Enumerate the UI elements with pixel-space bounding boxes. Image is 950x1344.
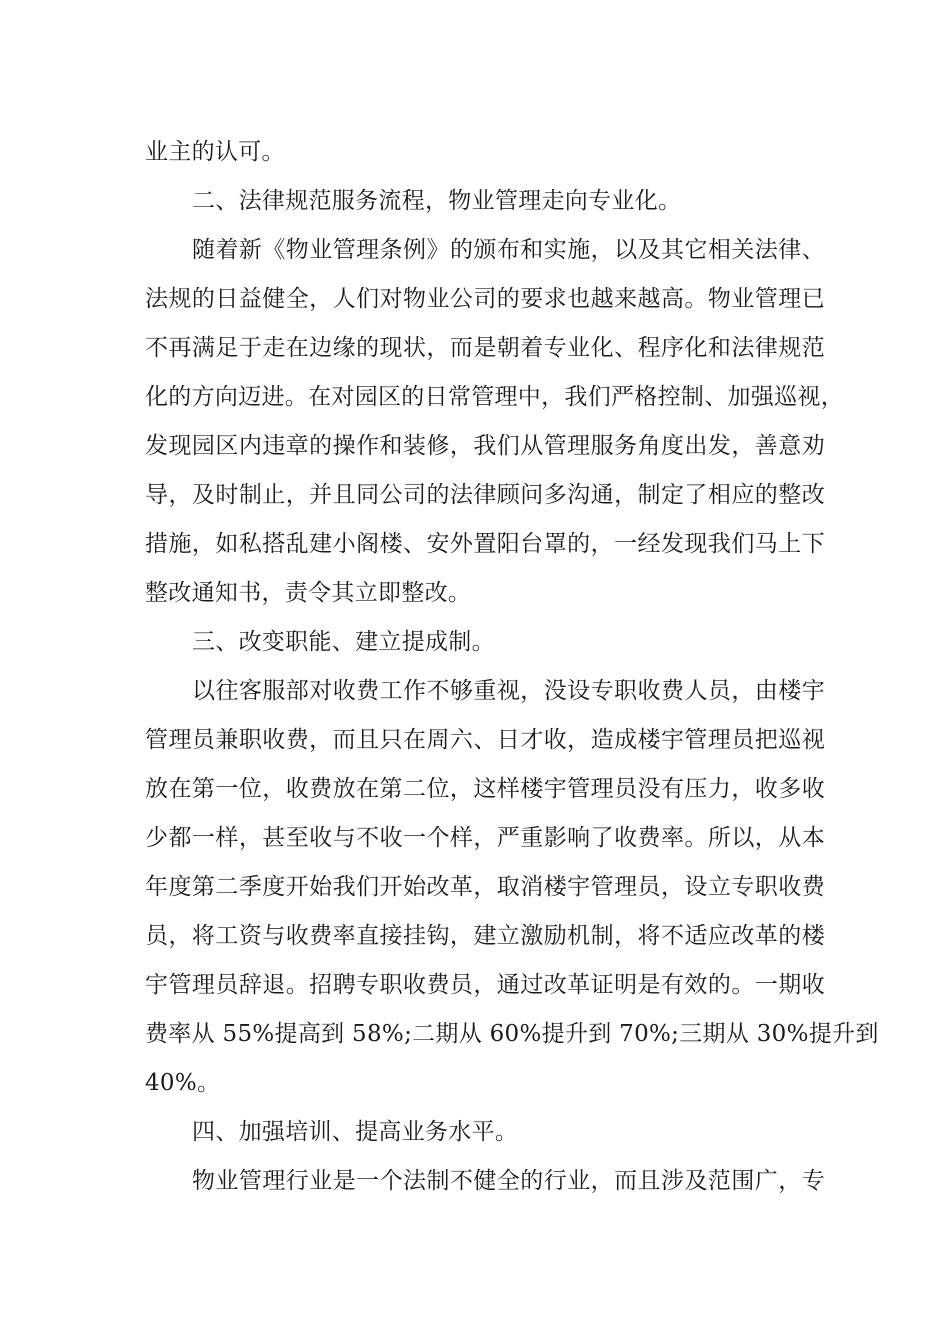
body-text-line: 少都一样，甚至收与不收一个样，严重影响了收费率。所以，从本 [145, 825, 825, 851]
body-text-line: 导，及时制止，并且同公司的法律顾问多沟通，制定了相应的整改 [145, 482, 825, 508]
section-heading-3: 三、改变职能、建立提成制。 [192, 629, 495, 655]
body-text-line: 管理员兼职收费，而且只在周六、日才收，造成楼宇管理员把巡视 [145, 727, 825, 753]
body-text-line: 措施，如私搭乱建小阁楼、安外置阳台罩的，一经发现我们马上下 [145, 531, 825, 557]
body-text-line: 发现园区内违章的操作和装修，我们从管理服务角度出发，善意劝 [145, 433, 825, 459]
body-text-line: 员，将工资与收费率直接挂钩，建立激励机制，将不适应改革的楼 [145, 923, 825, 949]
body-text-line: 年度第二季度开始我们开始改革，取消楼宇管理员，设立专职收费 [145, 874, 825, 900]
body-text-line: 不再满足于走在边缘的现状，而是朝着专业化、程序化和法律规范 [145, 335, 825, 361]
section-heading-2: 二、法律规范服务流程，物业管理走向专业化。 [192, 188, 682, 214]
body-text-line: 40%。 [145, 1070, 221, 1096]
body-text-line: 法规的日益健全，人们对物业公司的要求也越来越高。物业管理已 [145, 286, 825, 312]
body-text-line: 业主的认可。 [145, 139, 285, 165]
section-heading-4: 四、加强培训、提高业务水平。 [192, 1119, 519, 1145]
body-text-line: 整改通知书，责令其立即整改。 [145, 580, 472, 606]
body-text-line: 费率从 55%提高到 58%;二期从 60%提升到 70%;三期从 30%提升到 [145, 1021, 879, 1047]
paragraph-first-line: 以往客服部对收费工作不够重视，没设专职收费人员，由楼宇 [192, 678, 825, 704]
body-text-line: 放在第一位，收费放在第二位，这样楼宇管理员没有压力，收多收 [145, 776, 825, 802]
paragraph-first-line: 随着新《物业管理条例》的颁布和实施，以及其它相关法律、 [192, 237, 825, 263]
body-text-line: 宇管理员辞退。招聘专职收费员，通过改革证明是有效的。一期收 [145, 972, 825, 998]
paragraph-first-line: 物业管理行业是一个法制不健全的行业，而且涉及范围广，专 [192, 1168, 825, 1194]
body-text-line: 化的方向迈进。在对园区的日常管理中，我们严格控制、加强巡视， [145, 384, 844, 410]
